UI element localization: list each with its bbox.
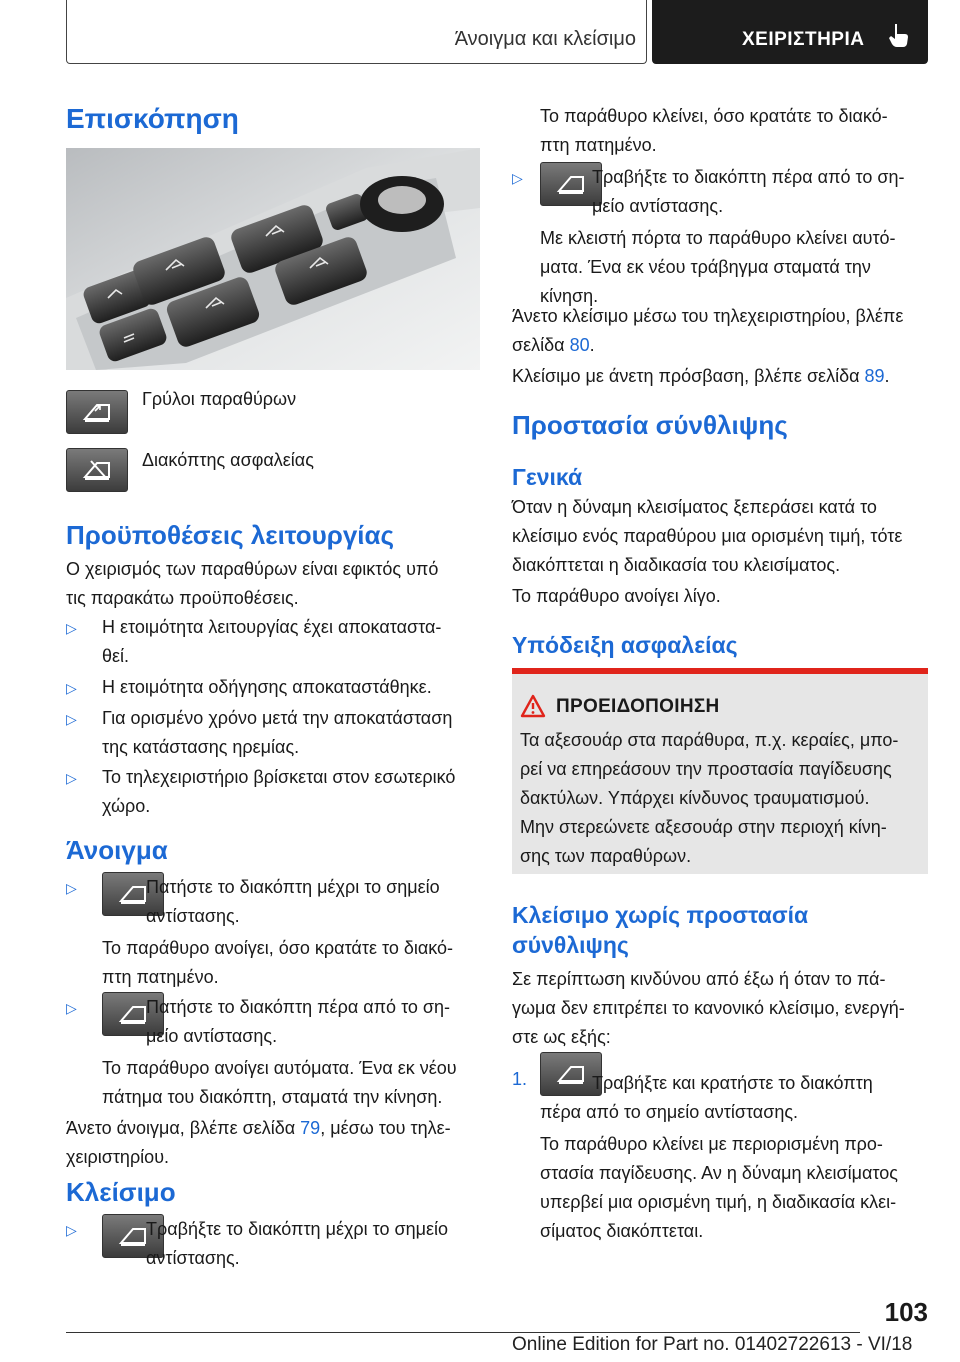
no-pinch-heading-line1: Κλείσιμο χωρίς προστασία xyxy=(512,902,809,928)
no-pinch-text-line2: γωμα δεν επιτρέπει το κανονικό κλείσιμο, ενεργή- xyxy=(512,998,905,1018)
legend-window-switches: Γρύλοι παραθύρων xyxy=(142,389,297,409)
open-step1-action-line1: Πατήστε το διακόπτη μέχρι το σημείο xyxy=(146,877,440,897)
pinch-protection-heading: Προστασία σύνθλιψης xyxy=(512,410,788,440)
warning-text-line2: ρεί να επηρεάσουν την προστασία παγίδευσης xyxy=(520,759,892,779)
page-link-89[interactable]: 89 xyxy=(864,366,885,386)
header-chapter-box xyxy=(652,0,928,64)
req-item-4-line2: χώρο. xyxy=(102,796,151,816)
door-panel-illustration xyxy=(66,148,480,370)
no-pinch-heading-line2: σύνθλιψης xyxy=(512,932,629,958)
window-switch-icon xyxy=(555,1061,587,1087)
window-switch-icon xyxy=(117,1001,149,1027)
open-step2-action-line2: μείο αντίστασης. xyxy=(146,1026,278,1046)
comfort-close-line2: σελίδα 80. xyxy=(512,335,595,355)
requirements-intro-line2: τις παρακάτω προϋποθέσεις. xyxy=(66,588,299,608)
close-step1-action-line2: αντίστασης. xyxy=(146,1248,240,1268)
window-switch-icon xyxy=(81,399,113,425)
window-switches-photo xyxy=(66,148,480,370)
warning-text-line1: Τα αξεσουάρ στα παράθυρα, π.χ. κεραίες, μπο- xyxy=(520,730,899,750)
comfort-open-line2: χειριστηρίου. xyxy=(66,1147,170,1167)
header-chapter-title: ΧΕΙΡΙΣΤΗΡΙΑ xyxy=(742,29,865,50)
comfort-open-line1: Άνετο άνοιγμα, βλέπε σελίδα 79, μέσω του τηλε- xyxy=(66,1118,451,1138)
warning-triangle-icon xyxy=(520,694,546,718)
bullet-triangle-icon: ▷ xyxy=(66,711,77,727)
overview-title: Επισκόπηση xyxy=(66,103,239,134)
bullet-triangle-icon: ▷ xyxy=(66,1222,77,1238)
page-link-80[interactable]: 80 xyxy=(569,335,590,355)
opening-heading: Άνοιγμα xyxy=(66,835,168,865)
close-step2-result-line1: Με κλειστή πόρτα το παράθυρο κλείνει αυτό- xyxy=(540,228,896,248)
close-step2-result-line3: κίνηση. xyxy=(540,286,599,306)
edition-info: Online Edition for Part no. 01402722613 - VI/18 xyxy=(512,1334,913,1355)
no-pinch-text-line1: Σε περίπτωση κινδύνου από έξω ή όταν το πά- xyxy=(512,969,886,989)
no-pinch-result-line4: σίματος διακόπτεται. xyxy=(540,1221,704,1241)
general-text2: Το παράθυρο ανοίγει λίγο. xyxy=(512,586,721,606)
req-item-4-line1: Το τηλεχειριστήριο βρίσκεται στον εσωτερικό xyxy=(102,767,456,787)
no-pinch-result-line1: Το παράθυρο κλείνει με περιορισμένη προ- xyxy=(540,1134,883,1154)
window-switch-key xyxy=(66,390,128,434)
req-item-3-line1: Για ορισμένο χρόνο μετά την αποκατάσταση xyxy=(102,708,453,728)
general-text-line2: κλείσιμο ενός παραθύρου μια ορισμένη τιμή, τότε xyxy=(512,526,903,546)
general-text-line1: Όταν η δύναμη κλεισίματος ξεπεράσει κατά το xyxy=(512,497,877,517)
warning-text-line3: δακτύλων. Υπάρχει κίνδυνος τραυματισμού. xyxy=(520,788,870,808)
header-section-box xyxy=(66,0,647,64)
no-pinch-result-line3: υπερβεί μια ορισμένη τιμή, η διαδικασία κλει- xyxy=(540,1192,897,1212)
closing-heading: Κλείσιμο xyxy=(66,1177,176,1207)
no-pinch-step-line1: Τραβήξτε και κρατήστε το διακόπτη xyxy=(592,1073,873,1093)
open-step1-result-line2: πτη πατημένο. xyxy=(102,967,219,987)
bullet-triangle-icon: ▷ xyxy=(66,880,77,896)
bullet-triangle-icon: ▷ xyxy=(66,1000,77,1016)
req-item-2: Η ετοιμότητα οδήγησης αποκαταστάθηκε. xyxy=(102,677,432,697)
requirements-intro-line1: Ο χειρισμός των παραθύρων είναι εφικτός υπό xyxy=(66,559,439,579)
bullet-triangle-icon: ▷ xyxy=(66,680,77,696)
req-item-1-line1: Η ετοιμότητα λειτουργίας έχει αποκαταστα- xyxy=(102,617,442,637)
open-step2-action-line1: Πατήστε το διακόπτη πέρα από το ση- xyxy=(146,997,451,1017)
open-step2-result-line2: πάτημα του διακόπτη, σταματά την κίνηση. xyxy=(102,1087,443,1107)
close-step1-result-line2: πτη πατημένο. xyxy=(540,135,657,155)
page-link-79[interactable]: 79 xyxy=(300,1118,321,1138)
footer-divider xyxy=(66,1332,860,1333)
window-switch-icon xyxy=(555,171,587,197)
close-step2-action-line1: Τραβήξτε το διακόπτη πέρα από το ση- xyxy=(592,167,905,187)
bullet-triangle-icon: ▷ xyxy=(66,770,77,786)
close-step2-result-line2: ματα. Ένα εκ νέου τράβηγμα σταματά την xyxy=(540,257,871,277)
no-pinch-result-line2: στασία παγίδευσης. Αν η δύναμη κλεισίματος xyxy=(540,1163,898,1183)
legend-safety-switch: Διακόπτης ασφαλείας xyxy=(142,450,314,470)
no-pinch-step-line2: πέρα από το σημείο αντίστασης. xyxy=(540,1102,799,1122)
comfort-close-line1: Άνετο κλείσιμο μέσω του τηλεχειριστηρίου, βλέπε xyxy=(512,306,904,326)
bullet-triangle-icon: ▷ xyxy=(66,620,77,636)
step-number: 1. xyxy=(512,1069,528,1089)
window-switch-icon xyxy=(117,1223,149,1249)
warning-title: ΠΡΟΕΙΔΟΠΟΙΗΣΗ xyxy=(556,696,720,717)
hand-pointer-icon xyxy=(888,22,910,48)
bullet-triangle-icon: ▷ xyxy=(512,170,523,186)
warning-text-line4: Μην στερεώνετε αξεσουάρ στην περιοχή κίνη- xyxy=(520,817,887,837)
window-switch-icon xyxy=(117,881,149,907)
req-item-1-line2: θεί. xyxy=(102,646,130,666)
warning-text-line5: σης των παραθύρων. xyxy=(520,846,692,866)
close-step1-action-line1: Τραβήξτε το διακόπτη μέχρι το σημείο xyxy=(146,1219,449,1239)
open-step1-action-line2: αντίστασης. xyxy=(146,906,240,926)
page-number: 103 xyxy=(884,1297,928,1327)
open-step1-result-line1: Το παράθυρο ανοίγει, όσο κρατάτε το διακό- xyxy=(102,938,454,958)
requirements-heading: Προϋποθέσεις λειτουργίας xyxy=(66,520,395,550)
general-heading: Γενικά xyxy=(512,464,583,490)
safety-switch-key xyxy=(66,448,128,492)
keyless-close-line: Κλείσιμο με άνετη πρόσβαση, βλέπε σελίδα 89. xyxy=(512,366,890,386)
safety-switch-icon xyxy=(81,457,113,483)
req-item-3-line2: της κατάστασης ηρεμίας. xyxy=(102,737,300,757)
general-text-line3: διακόπτεται η διαδικασία του κλεισίματος. xyxy=(512,555,841,575)
close-step2-action-line2: μείο αντίστασης. xyxy=(592,196,724,216)
header-section-title: Άνοιγμα και κλείσιμο xyxy=(454,28,636,50)
no-pinch-text-line3: στε ως εξής: xyxy=(512,1027,611,1047)
open-step2-result-line1: Το παράθυρο ανοίγει αυτόματα. Ένα εκ νέου xyxy=(102,1058,457,1078)
close-step1-result-line1: Το παράθυρο κλείνει, όσο κρατάτε το διακό- xyxy=(540,106,888,126)
safety-note-heading: Υπόδειξη ασφαλείας xyxy=(512,632,738,658)
